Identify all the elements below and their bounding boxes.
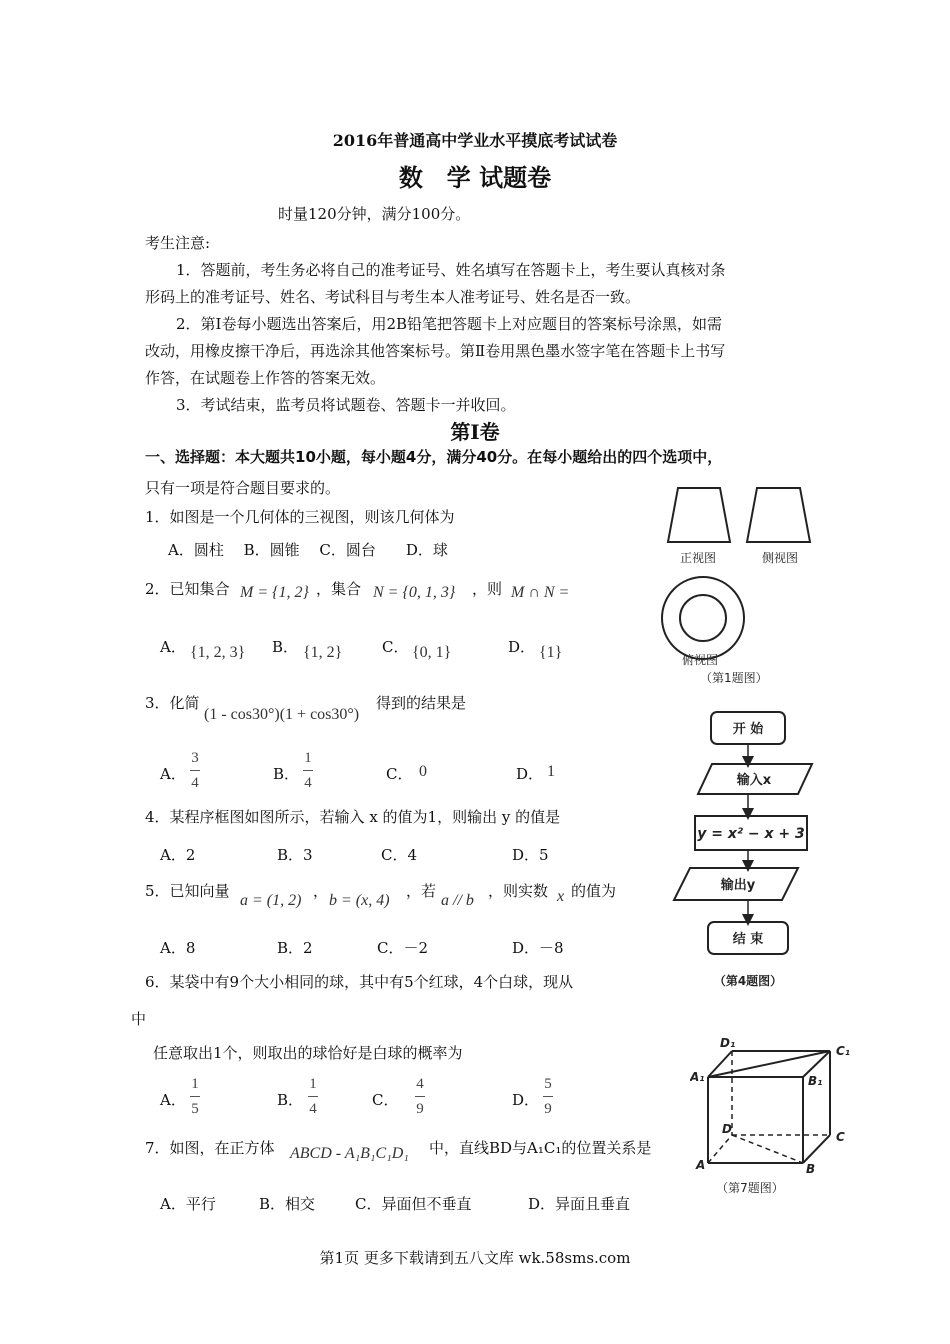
q2-label-a: A．	[160, 638, 186, 656]
q5-variable: x	[557, 888, 565, 905]
flow-output-label: 输出y	[720, 878, 756, 893]
top-view-inner-circle	[680, 595, 726, 641]
q2-value-c: {0, 1}	[412, 644, 452, 661]
flowchart-figure	[660, 700, 830, 995]
q3-a-numerator: 3	[191, 750, 199, 766]
q3-label-d: D．	[516, 765, 544, 783]
cube-label-c1: C₁	[836, 1044, 851, 1058]
q7-option-b: B．相交	[259, 1195, 316, 1213]
exam-title: 2016年普通高中学业水平摸底考试试卷	[332, 131, 618, 150]
cube-label-b1: B₁	[808, 1074, 823, 1088]
cube-label-c: C	[836, 1130, 845, 1144]
q2-mid: ，集合	[316, 580, 362, 598]
front-view-label: 正视图	[680, 551, 717, 565]
flow-input-label: 输入x	[736, 773, 772, 788]
q5-post: ，则实数	[488, 882, 549, 900]
q2-set-n: N = {0, 1, 3}	[373, 584, 456, 601]
flow-end-label: 结 束	[732, 932, 764, 947]
cube-label-b: B	[806, 1162, 816, 1176]
q4-option-a: A．2	[160, 846, 196, 864]
q5-end: 的值为	[571, 882, 617, 900]
q6-label-d: D．	[512, 1091, 540, 1109]
cube-label-a1: A₁	[690, 1070, 705, 1084]
top-view-outer-circle	[662, 577, 744, 659]
q7-option-a: A．平行	[160, 1195, 216, 1213]
q2-expr: M ∩ N =	[511, 584, 570, 601]
cube-label-d1: D₁	[720, 1036, 736, 1050]
q6-label-a: A．	[160, 1091, 186, 1109]
q7-solid: ABCD - A₁B₁C₁D₁	[290, 1145, 409, 1162]
q1-options: A．圆柱 B．圆锥 C．圆台 D．球	[168, 541, 448, 559]
q5-pre: 5．已知向量	[145, 882, 230, 900]
q2-set-m: M = {1, 2}	[240, 584, 309, 601]
top-view-label: 俯视图	[682, 653, 719, 667]
q5-vector-a: a = (1, 2)	[240, 892, 302, 909]
notice-item1-line2: 形码上的准考证号、姓名、考试科目与考生本人准考证号、姓名是否一致。	[145, 288, 641, 306]
fig1-caption: （第1题图）	[700, 671, 768, 685]
q3-fraction-a	[190, 748, 200, 793]
q6-fraction-a	[190, 1074, 200, 1119]
fig7-caption: （第7题图）	[716, 1181, 784, 1195]
notice-item2-line2: 改动，用橡皮擦干净后，再选涂其他答案标号。第Ⅱ卷用黑色墨水签字笔在答题卡上书写	[145, 342, 726, 360]
time-note: 时量120分钟，满分100分。	[278, 205, 471, 223]
q4-stem: 4．某程序框图如图所示，若输入 x 的值为1，则输出 y 的值是	[145, 808, 561, 826]
fig4-caption: （第4题图）	[713, 974, 783, 988]
q6-b-denominator: 4	[309, 1101, 317, 1117]
notice-item1-line1: 1．答题前，考生务必将自己的准考证号、姓名填写在答题卡上，考生要认真核对条	[176, 261, 726, 279]
q6-a-denominator: 5	[191, 1101, 199, 1117]
q7-option-d: D．异面且垂直	[528, 1195, 631, 1213]
q5-option-c: C．－2	[377, 939, 429, 957]
subject-title: 数 学 试题卷	[398, 163, 552, 192]
q6-c-numerator: 4	[416, 1076, 424, 1092]
q3-post: 得到的结果是	[376, 694, 467, 712]
part1-title: 第Ⅰ卷	[450, 420, 500, 444]
side-view-label: 侧视图	[762, 551, 799, 565]
side-view-trapezoid	[747, 488, 810, 542]
q7-pre: 7．如图，在正方体	[145, 1139, 275, 1157]
page-footer: 第1页 更多下载请到五八文库 wk.58sms.com	[319, 1249, 631, 1267]
q6-label-b: B．	[277, 1091, 304, 1109]
q6-b-numerator: 1	[309, 1076, 317, 1092]
q5-option-d: D．－8	[512, 939, 564, 957]
q7-option-c: C．异面但不垂直	[355, 1195, 472, 1213]
q2-pre: 2．已知集合	[145, 580, 230, 598]
q2-label-b: B．	[272, 638, 299, 656]
q4-option-c: C．4	[381, 846, 418, 864]
q6-fraction-d	[543, 1074, 553, 1119]
q3-pre: 3．化简	[145, 694, 200, 712]
q6-d-numerator: 5	[544, 1076, 552, 1092]
q5-parallel: a // b	[441, 892, 474, 909]
q2-value-d: {1}	[539, 644, 563, 661]
cube-label-d: D	[722, 1122, 732, 1136]
q6-a-numerator: 1	[191, 1076, 199, 1092]
q6-fraction-c	[415, 1074, 425, 1119]
three-view-figure	[650, 480, 830, 690]
q2-label-d: D．	[508, 638, 536, 656]
q5-vector-b: b = (x, 4)	[329, 892, 390, 909]
q3-b-denominator: 4	[304, 775, 312, 791]
q2-post: ，则	[472, 580, 503, 598]
q6-line3: 任意取出1个，则取出的球恰好是白球的概率为	[153, 1044, 463, 1062]
cube-figure	[690, 1035, 860, 1200]
q1-stem: 1．如图是一个几何体的三视图，则该几何体为	[145, 508, 455, 526]
q6-d-denominator: 9	[544, 1101, 552, 1117]
q4-option-d: D．5	[512, 846, 549, 864]
notice-item3: 3．考试结束，监考员将试题卷、答题卡一并收回。	[176, 396, 516, 414]
q2-value-b: {1, 2}	[303, 644, 343, 661]
q7-post: 中，直线BD与A₁C₁的位置关系是	[429, 1139, 652, 1157]
q3-value-d: 1	[547, 763, 555, 780]
q3-label-b: B．	[273, 765, 300, 783]
q5-mid: ，若	[406, 882, 437, 900]
q6-c-denominator: 9	[416, 1101, 424, 1117]
flow-process-label: y = x² − x + 3	[697, 826, 805, 842]
section-heading-line2: 只有一项是符合题目要求的。	[145, 479, 341, 497]
notice-item2-line3: 作答，在试题卷上作答的答案无效。	[145, 369, 386, 387]
q3-label-a: A．	[160, 765, 186, 783]
q5-option-b: B．2	[277, 939, 313, 957]
q3-label-c: C．	[386, 765, 413, 783]
notice-item2-line1: 2．第Ⅰ卷每小题选出答案后，用2B铅笔把答题卡上对应题目的答案标号涂黑，如需	[176, 315, 723, 333]
q3-a-denominator: 4	[191, 775, 199, 791]
q6-line1: 6．某袋中有9个大小相同的球，其中有5个红球，4个白球，现从	[145, 973, 574, 991]
flow-start-label: 开 始	[732, 722, 764, 737]
q6-line2: 中	[131, 1010, 147, 1028]
q6-label-c: C．	[372, 1091, 399, 1109]
cube-label-a: A	[696, 1158, 706, 1172]
notice-heading: 考生注意:	[145, 234, 211, 252]
section-heading-line1: 一、选择题：本大题共10小题，每小题4分，满分40分。在每小题给出的四个选项中，	[145, 448, 723, 466]
bd-diagonal	[732, 1135, 803, 1163]
front-view-trapezoid	[668, 488, 730, 542]
q2-label-c: C．	[382, 638, 409, 656]
q3-fraction-b	[303, 748, 313, 793]
q4-option-b: B．3	[277, 846, 313, 864]
q3-b-numerator: 1	[304, 750, 312, 766]
q5-comma: ，	[313, 882, 329, 900]
q5-option-a: A．8	[160, 939, 196, 957]
q3-value-c: 0	[419, 763, 427, 780]
q6-fraction-b	[308, 1074, 318, 1119]
q2-value-a: {1, 2, 3}	[190, 644, 246, 661]
q3-expr: (1 - cos30°)(1 + cos30°)	[204, 706, 360, 723]
